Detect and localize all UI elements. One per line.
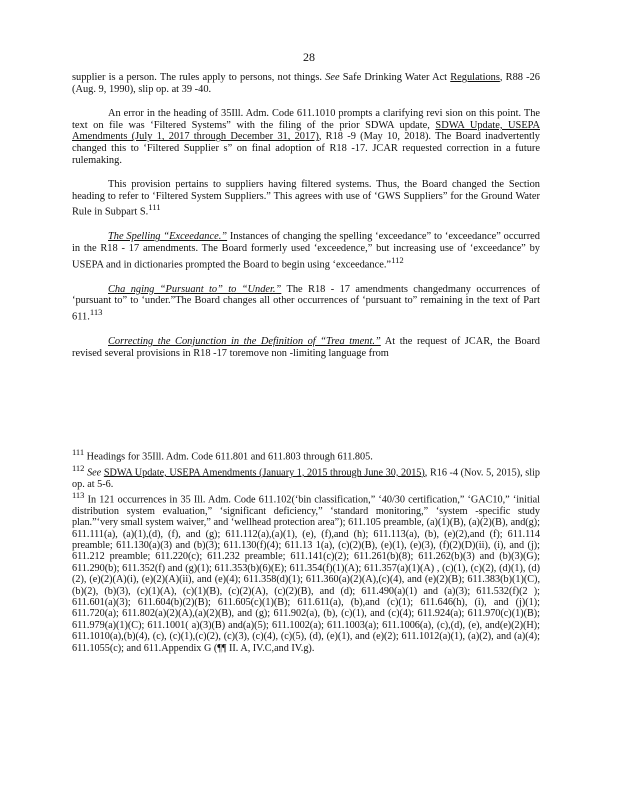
section-heading: The Spelling “Exceedance.”: [108, 231, 228, 243]
page-number: 28: [303, 50, 315, 64]
footnote-number: 113: [72, 490, 85, 500]
paragraph-pursuant-to: Cha nging “Pursuant to” to “Under.” The R18 - 17 amendments changedmany occurrences of ‘pursuant to” to ‘under.”The Board changes all other occurrences of ‘pursuant to” remaining in the text of Part 611.$^{113}$: [72, 283, 540, 323]
footnote-number: 111: [72, 447, 85, 457]
paragraph-treatment-definition: Correcting the Conjunction in the Definition of “Trea tment.” At the request of JCAR, the Board revised several provisions in R18 -17 toremove non -limiting language from: [72, 335, 540, 359]
section-heading: Cha nging “Pursuant to” to “Under.”: [108, 283, 282, 295]
paragraph-supplier: supplier is a person. The rules apply to persons, not things. See Safe Drinking Water Act Regulations, R88 -26 (Aug. 9, 1990), slip op. at 39 -40.: [72, 72, 541, 95]
footnote-113: $^{113}$ In 121 occurrences in 35 Ill. Adm. Code 611.102(‘bin classification,” ‘40/30 certification,” ‘GAC10,” ‘initial distribution system evaluation,” ‘significant deficiency,” ‘standard monitoring,” ‘system -specific study plan.”‘very small system waiver,” and ‘wellhead protection area”); 611.105 preamble, (a)(1)(B), (a)(2)(B), and(g); 611.111(a), (a)(1),(d), (f), and (g); 611.112(a),(a)(1), (e), (f),and (h); 611.113(a), (b), (e)(2),and (f); 611.114 preamble; 611.130(a)(3) and (b)(3); 611.130(f)(4); 611.13 1(a), (c)(2)(B), (e)(1), (e)(3), (f)(2)(D)(ii), (i), and (j); 611.212 preamble; 611.220(c); 611.232 preamble; 611.141(c)(2); 611.261(b)(8); 611.262(b)(3) and (b)(3)(G); 611.290(b); 611.352(f) and (g)(1); 611.353(b)(6)(E); 611.354(f)(1)(A); 611.357(a)(1)(A) , (c)(1), (c)(2), (d)(1), (d)(2), (e)(2)(A)(i), (e)(2)(A)(ii), and (e)(4); 611.358(d)(1); 611.360(a)(2)(A),(c)(4), and (e)(2)(B); 611.383(b)(1)(C), (b)(2), (b)(3), (c)(1)(A), (c)(1)(B), (c)(2)(A), (c)(2)(B), and (d); 611.490(a)(1) and (a)(3); 611.532(f)(2 ); 611.601(a)(3); 611.604(b)(2)(B); 611.605(c)(1)(B); 611.611(a), (b),and (c)(1); 611.646(h), (i), and (j)(1); 611.720(a); 611.802(a)(2)(A),(a)(2)(B), and (g); 611.902(a), (b), (c)(1), and (c)(4); 611.924(a); 611.970(c)(1)(B); 611.979(a)(1)(C); 611.1001( a)(3)(B) and(a)(5); 611.1002(a); 611.1003(a); 611.1006(a), (c),(d), (e), and(e)(2)(H); 611.1010(a),(b)(4), (c), (c)(1),(c)(2), (c)(3), (c)(4), (c)(5), (d), (e)(1), and (e)(2); 611.1012(a)(1), (a)(2), and (a)(4); 611.1055(c); and 611.Appendix G (¶¶ II. A, IV.C,and IV.g).: [72, 490, 540, 654]
footnote-ref-112: 112: [391, 254, 404, 265]
footnotes: [72, 447, 540, 654]
footnote-112: $^{112}$ See SDWA Update, USEPA Amendments (January 1, 2015 through June 30, 2015), R16 -4 (Nov. 5, 2015), slip op. at 5-6.: [72, 462, 541, 490]
footnote-111: $^{111}$ Headings for 35Ill. Adm. Code 611.801 and 611.803 through 611.805.: [72, 447, 373, 463]
footnote-ref-111: 111: [148, 202, 161, 213]
footnote-ref-113: 113: [89, 306, 103, 317]
paragraph-spelling-exceedance: The Spelling “Exceedance.” Instances of changing the spelling ‘exceedance” to ‘exceedance” occurred in the R18 - 17 amendments. The Board formerly used ‘exceedence,” but increasing use of ‘exceedance” by USEPA and in dictionaries prompted the Board to begin using ‘exceedance.”$^{112}$: [72, 231, 540, 271]
paragraph-heading-error: An error in the heading of 35Ill. Adm. Code 611.1010 prompts a clarifying revi sion on this point. The text on file was ‘Filtered Systems” with the filing of the prior SDWA update, SDWA Update, USEPA Amendments (July 1, 2017 through December 31, 2017), R18 -9 (May 10, 2018). The Board inadvertently changed this to ‘Filtered Supplier s” on final adoption of R18 -17. JCAR requested correction in a future rulemaking.: [72, 108, 540, 166]
case-citation: SDWA Update, USEPA Amendments (January 1, 2015 through June 30, 2015): [103, 467, 425, 479]
case-citation: SDWA Update, USEPA Amendments (July 1, 2017 through December 31, 2017): [72, 119, 540, 143]
footnote-number: 112: [72, 462, 85, 473]
body-text: [72, 72, 540, 372]
paragraph-filtered-systems: This provision pertains to suppliers having filtered systems. Thus, the Board changed the Section heading to refer to ‘Filtered System Suppliers.” This agrees with use of ‘GWS Suppliers” for the Ground Water Rule in Subpart S.$^{111}$: [72, 179, 540, 218]
signal-see: See: [87, 467, 102, 479]
section-heading: Correcting the Conjunction in the Definition of “Trea tment.”: [108, 335, 381, 347]
signal-see: See: [325, 72, 340, 83]
case-citation: Regulations: [450, 72, 500, 83]
